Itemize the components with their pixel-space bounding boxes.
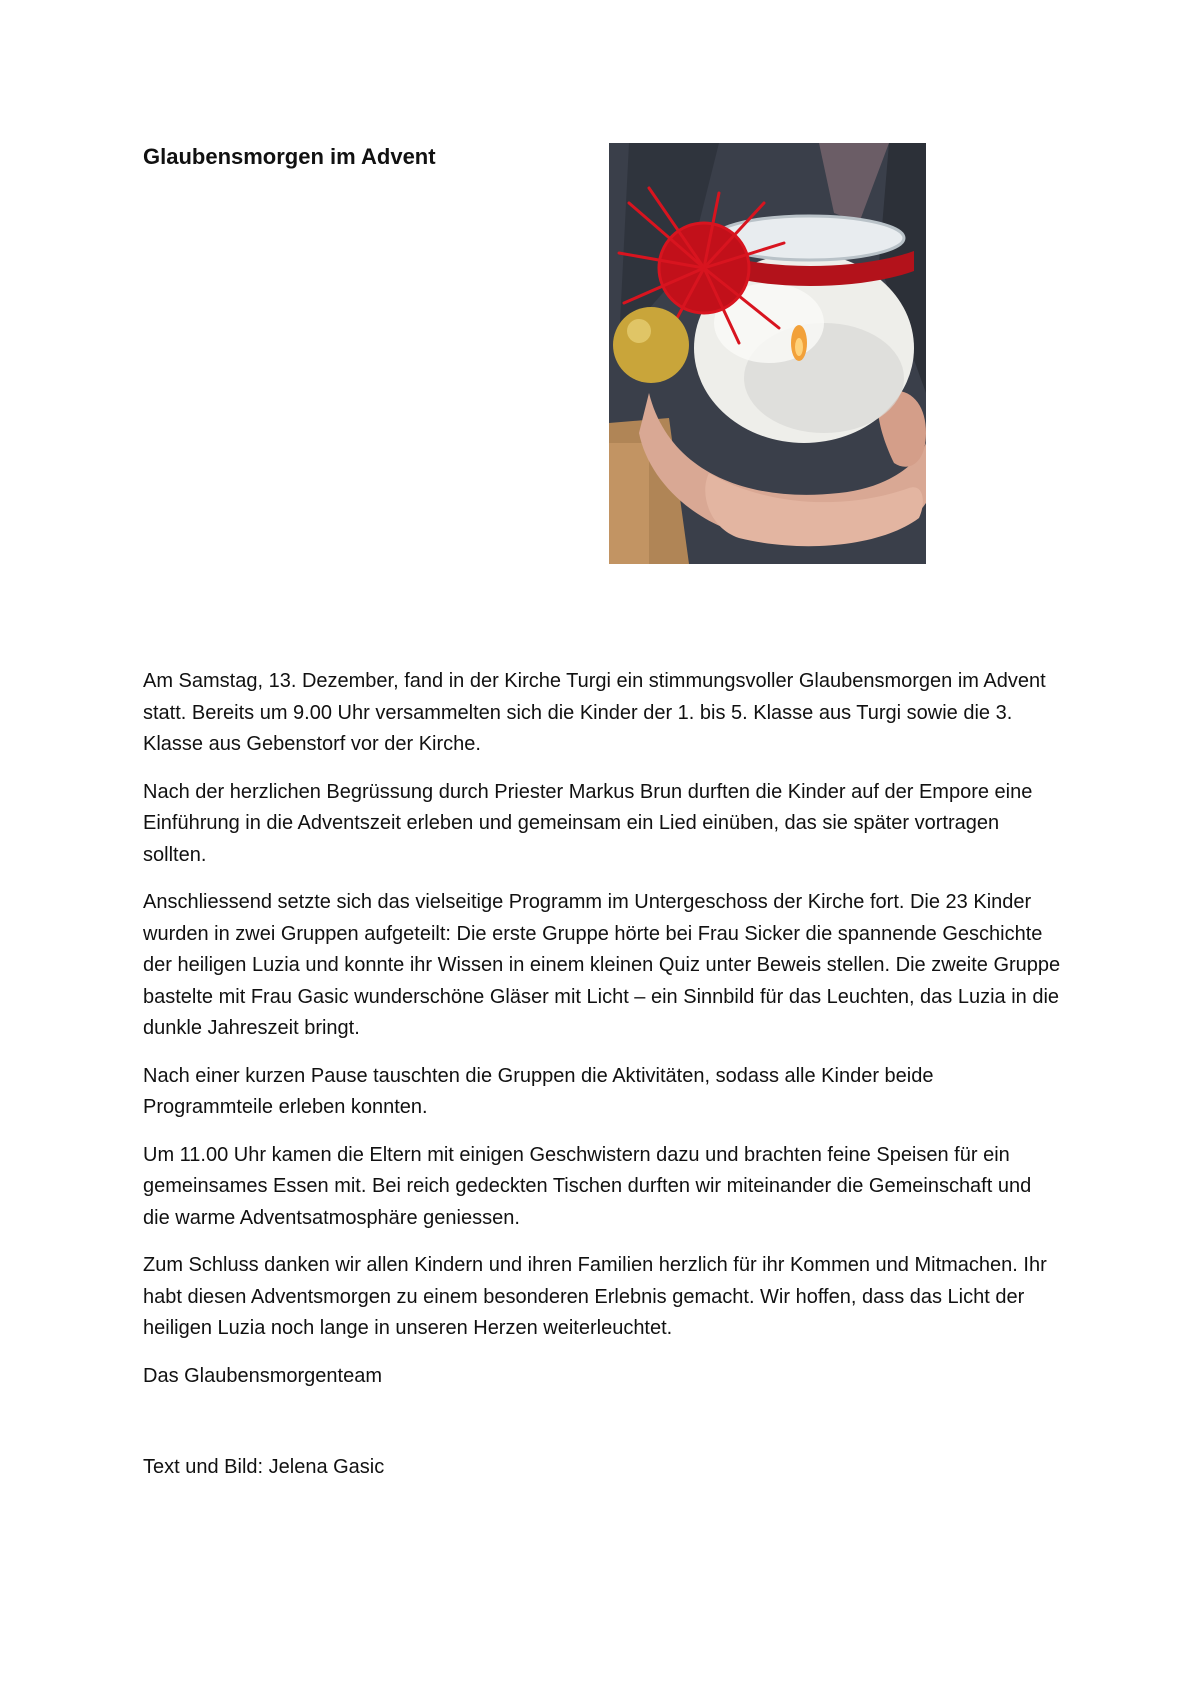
paragraph-4: Nach einer kurzen Pause tauschten die Gruppen die Aktivitäten, sodass alle Kinder beide Programmteile erleben konnten.	[143, 1064, 934, 1118]
paragraph-2: Nach der herzlichen Begrüssung durch Priester Markus Brun durften die Kinder auf der Empore eine Einführung in die Adventszeit erleben und gemeinsam ein Lied einüben, das sie später vortragen sollten.	[143, 780, 1033, 866]
paragraph-3: Anschliessend setzte sich das vielseitige Programm im Untergeschoss der Kirche fort. Die 23 Kinder wurden in zwei Gruppen aufgeteilt: Die erste Gruppe hörte bei Frau Sicker die spannende Geschichte der heiligen Luzia und konnte ihr Wissen in einem kleinen Quiz unter Beweis stellen. Die zweite Gruppe bastelte mit Frau Gasic wunderschöne Gläser mit Licht – ein Sinnbild für das Leuchten, das Luzia in die dunkle Jahreszeit bringt.	[143, 891, 1061, 1039]
gold-bauble	[613, 307, 689, 383]
paragraph-6: Zum Schluss danken wir allen Kindern und ihren Familien herzlich für ihr Kommen und Mitmachen. Ihr habt diesen Adventsmorgen zu einem besonderen Erlebnis gemacht. Wir hoffen, dass das Licht der heiligen Luzia noch lange in unseren Herzen weiterleuchtet.	[143, 1254, 1047, 1339]
paragraph-5: Um 11.00 Uhr kamen die Eltern mit einigen Geschwistern dazu und brachten feine Speisen für ein gemeinsames Essen mit. Bei reich gedeckten Tischen durften wir miteinander die Gemeinschaft und die warme Adventsatmosphäre geniessen.	[143, 1143, 1032, 1229]
photo-credit: Text und Bild: Jelena Gasic	[143, 1456, 385, 1478]
candle-flame-core	[795, 338, 803, 356]
article-body	[143, 666, 1063, 1408]
signature: Das Glaubensmorgenteam	[143, 1364, 383, 1387]
page-title: Glaubensmorgen im Advent	[143, 144, 436, 169]
paragraph-1: Am Samstag, 13. Dezember, fand in der Kirche Turgi ein stimmungsvoller Glaubensmorgen im Advent statt. Bereits um 9.00 Uhr versammelten sich die Kinder der 1. bis 5. Klasse aus Turgi sowie die 3. Klasse aus Gebenstorf vor der Kirche.	[143, 670, 1046, 755]
candle-jar-photo	[609, 143, 926, 564]
floor-strip	[609, 443, 649, 564]
gold-bauble-shine	[627, 319, 651, 343]
